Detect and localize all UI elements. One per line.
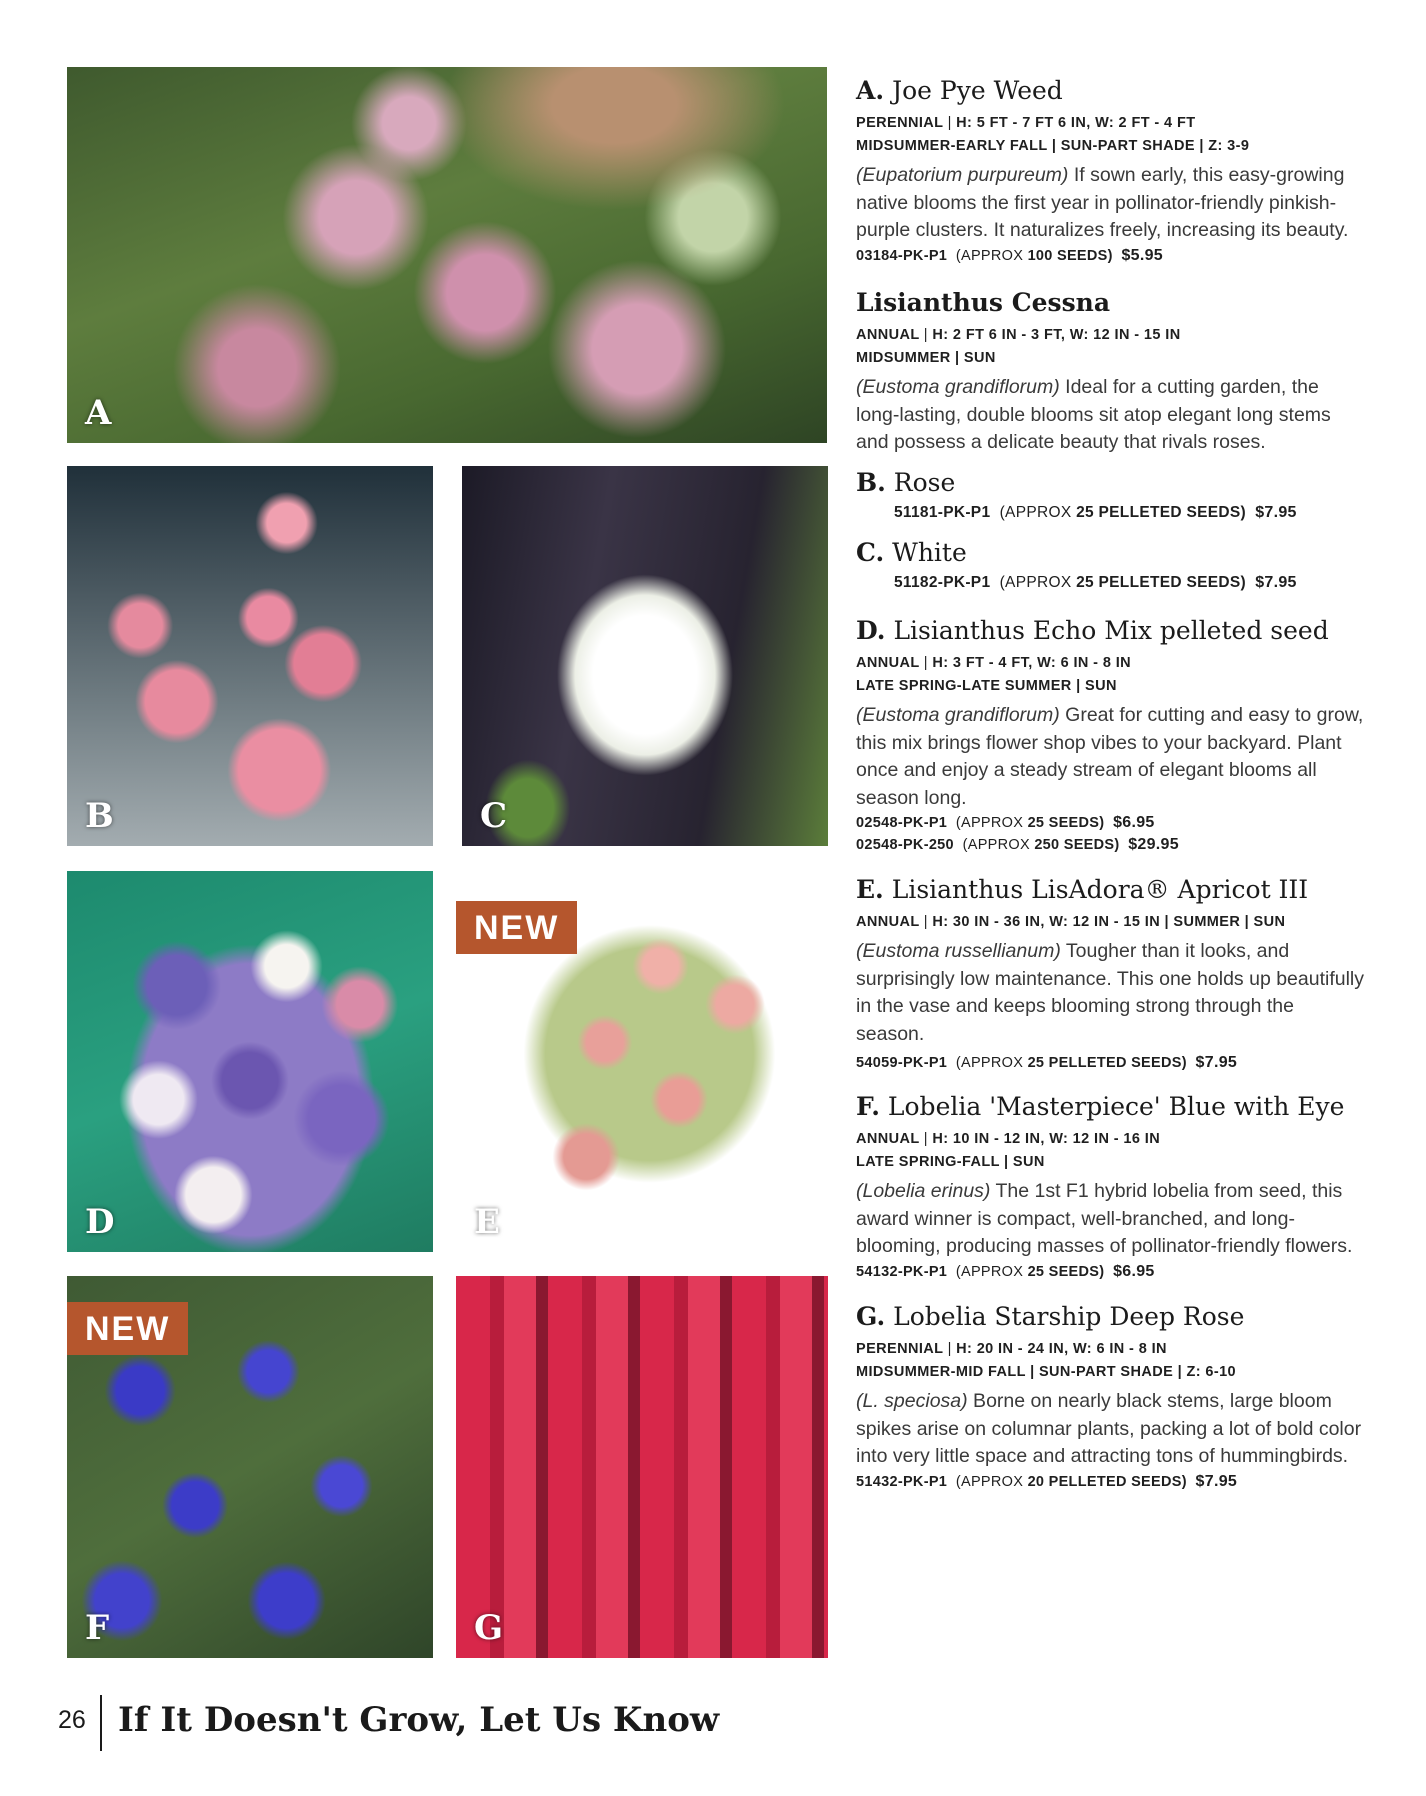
product-title: [856, 616, 1366, 646]
photo-letter: A: [85, 393, 112, 433]
product-description: [856, 702, 1366, 812]
product-lisianthus-echo-mix: [856, 616, 1366, 856]
latin-name: (Eustoma grandiflorum): [856, 704, 1060, 726]
product-description: [856, 938, 1366, 1048]
order-line: [856, 1052, 1366, 1074]
order-line: [856, 812, 1366, 834]
product-letter: E.: [856, 875, 884, 904]
description-text: Great for cutting and easy to grow, this mix brings flower shop vibes to your backyard. Plant once and enjoy a steady stream of elegant blooms all season long.: [856, 704, 1364, 809]
product-specs: ANNUAL | H: 30 IN - 36 IN, W: 12 IN - 15 IN | SUMMER | SUN: [856, 914, 1286, 930]
product-type: ANNUAL: [856, 1131, 920, 1147]
variant-title: [856, 468, 1366, 498]
sku: 51182-PK-P1: [894, 574, 991, 591]
product-type: ANNUAL: [856, 914, 920, 930]
order-line: [856, 834, 1366, 856]
latin-name: (L. speciosa): [856, 1390, 968, 1412]
latin-name: (Eustoma grandiflorum): [856, 376, 1060, 398]
product-description: [856, 1178, 1366, 1261]
sku: 51432-PK-P1: [856, 1473, 948, 1490]
footer-tagline: If It Doesn't Grow, Let Us Know: [118, 1700, 720, 1740]
product-type: PERENNIAL: [856, 1341, 944, 1357]
order-line: [856, 1261, 1366, 1283]
product-name: Lisianthus Cessna: [856, 288, 1111, 317]
product-letter: A.: [856, 76, 885, 105]
product-spec-line: H: 20 IN - 24 IN, W: 6 IN - 8 IN: [956, 1341, 1167, 1357]
seed-quantity: 25 SEEDS): [1027, 815, 1105, 831]
price: $5.95: [1121, 246, 1163, 264]
sku: 54132-PK-P1: [856, 1263, 948, 1280]
product-description: [856, 1388, 1366, 1471]
seed-quantity: 25 PELLETED SEEDS): [1027, 1055, 1187, 1071]
sku: 02548-PK-250: [856, 837, 954, 853]
product-joe-pye-weed: [856, 76, 1366, 267]
product-lobelia-starship: [856, 1302, 1366, 1493]
product-name: Joe Pye Weed: [892, 76, 1063, 105]
sku: 51181-PK-P1: [894, 504, 991, 521]
description-text: The 1st F1 hybrid lobelia from seed, this award winner is compact, well-branched, and long-blooming, producing masses of pollinator-friendly flowers.: [856, 1180, 1353, 1257]
approx-label: (APPROX: [955, 1263, 1024, 1280]
product-lisianthus-cessna: [856, 288, 1366, 457]
photo-joe-pye-weed: [67, 67, 827, 443]
seed-quantity: 25 PELLETED SEEDS): [1076, 574, 1246, 591]
product-title: [856, 1302, 1366, 1332]
variant-name: White: [892, 538, 967, 567]
product-spec-line: MIDSUMMER | SUN: [856, 350, 996, 366]
description-text: If sown early, this easy-growing native blooms the first year in pollinator-friendly pinkish-purple clusters. It naturalizes freely, increasing its beauty.: [856, 164, 1349, 241]
price: $7.95: [1195, 1054, 1238, 1071]
product-letter: C.: [856, 538, 885, 567]
sku: 02548-PK-P1: [856, 815, 948, 831]
product-name: Lisianthus LisAdora® Apricot III: [891, 875, 1309, 904]
photo-letter: C: [480, 796, 508, 836]
latin-name: (Lobelia erinus): [856, 1180, 991, 1202]
approx-label: (APPROX: [955, 1473, 1024, 1490]
photo-lisianthus-lisadora: [456, 871, 828, 1252]
product-type: ANNUAL: [856, 655, 920, 671]
approx-label: (APPROX: [962, 837, 1030, 853]
product-variant-white: [856, 538, 1366, 594]
seed-quantity: 25 PELLETED SEEDS): [1076, 504, 1246, 521]
product-letter: F.: [856, 1092, 880, 1121]
product-spec-line: H: 2 FT 6 IN - 3 FT, W: 12 IN - 15 IN: [932, 327, 1181, 343]
seed-quantity: 20 PELLETED SEEDS): [1027, 1473, 1187, 1490]
product-type: ANNUAL: [856, 327, 920, 343]
product-variant-rose: [856, 468, 1366, 524]
latin-name: (Eupatorium purpureum): [856, 164, 1069, 186]
product-title: [856, 1092, 1366, 1122]
photo-lisianthus-echo-mix: [67, 871, 433, 1252]
product-type: PERENNIAL: [856, 115, 944, 131]
product-spec-line: H: 10 IN - 12 IN, W: 12 IN - 16 IN: [932, 1131, 1161, 1147]
approx-label: (APPROX: [955, 247, 1024, 264]
product-name: Lobelia Starship Deep Rose: [893, 1302, 1245, 1331]
photo-lobelia-starship: [456, 1276, 828, 1658]
product-description: [856, 162, 1366, 245]
order-line: [894, 572, 1366, 594]
product-title: [856, 875, 1366, 905]
photo-lisianthus-rose: [67, 466, 433, 846]
order-line: [894, 502, 1366, 524]
new-badge: NEW: [456, 901, 577, 954]
price: $7.95: [1255, 574, 1297, 591]
seed-quantity: 250 SEEDS): [1034, 837, 1120, 853]
photo-lisianthus-white: [462, 466, 828, 846]
seed-quantity: 25 SEEDS): [1027, 1263, 1105, 1280]
product-description: [856, 374, 1366, 457]
photo-lobelia-masterpiece: [67, 1276, 433, 1658]
seed-quantity: 100 SEEDS): [1027, 247, 1113, 264]
product-spec-line: H: 5 FT - 7 FT 6 IN, W: 2 FT - 4 FT: [956, 115, 1196, 131]
description-text: Borne on nearly black stems, large bloom spikes arise on columnar plants, packing a lot of bold color into very little space and attracting tons of hummingbirds.: [856, 1390, 1362, 1467]
photo-letter: F: [85, 1608, 110, 1648]
price: $7.95: [1195, 1472, 1238, 1490]
product-name: Lisianthus Echo Mix pelleted seed: [893, 616, 1329, 645]
product-letter: G.: [856, 1302, 886, 1331]
product-letter: B.: [856, 468, 886, 497]
latin-name: (Eustoma russellianum): [856, 940, 1061, 962]
photo-letter: G: [474, 1608, 504, 1648]
product-spec-line: LATE SPRING-LATE SUMMER | SUN: [856, 678, 1117, 694]
product-spec-line: MIDSUMMER-EARLY FALL | SUN-PART SHADE | Z: 3-9: [856, 138, 1250, 154]
product-spec-line: H: 3 FT - 4 FT, W: 6 IN - 8 IN: [932, 655, 1132, 671]
approx-label: (APPROX: [999, 574, 1072, 591]
new-badge: NEW: [67, 1302, 188, 1355]
product-title: [856, 76, 1366, 106]
product-spec-line: LATE SPRING-FALL | SUN: [856, 1154, 1045, 1170]
page-number: 26: [58, 1706, 86, 1734]
description-text: Tougher than it looks, and surprisingly low maintenance. This one holds up beautifully in the vase and keeps blooming strong through the season.: [856, 940, 1365, 1045]
footer-divider: [100, 1695, 102, 1751]
product-name: Lobelia 'Masterpiece' Blue with Eye: [887, 1092, 1345, 1121]
approx-label: (APPROX: [955, 1055, 1024, 1071]
product-specs: PERENNIAL | H: 20 IN - 24 IN, W: 6 IN - 8 IN MIDSUMMER-MID FALL | SUN-PART SHADE | Z: 6-10: [856, 1338, 1366, 1384]
price: $6.95: [1113, 814, 1155, 831]
sku: 54059-PK-P1: [856, 1055, 948, 1071]
photo-letter: E: [474, 1202, 500, 1242]
approx-label: (APPROX: [955, 815, 1024, 831]
price: $6.95: [1113, 1262, 1155, 1280]
product-spec-line: H: 30 IN - 36 IN, W: 12 IN - 15 IN | SUMMER | SUN: [932, 914, 1286, 930]
price: $7.95: [1255, 504, 1297, 521]
product-specs: ANNUAL | H: 10 IN - 12 IN, W: 12 IN - 16 IN LATE SPRING-FALL | SUN: [856, 1128, 1366, 1174]
variant-name: Rose: [893, 468, 956, 497]
product-letter: D.: [856, 616, 886, 645]
sku: 03184-PK-P1: [856, 247, 948, 264]
product-spec-line: MIDSUMMER-MID FALL | SUN-PART SHADE | Z: 6-10: [856, 1364, 1237, 1380]
order-line: [856, 1471, 1366, 1493]
photo-letter: D: [85, 1202, 115, 1242]
approx-label: (APPROX: [999, 504, 1072, 521]
product-lobelia-masterpiece: [856, 1092, 1366, 1283]
order-line: [856, 245, 1366, 267]
product-specs: ANNUAL | H: 2 FT 6 IN - 3 FT, W: 12 IN - 15 IN MIDSUMMER | SUN: [856, 324, 1366, 370]
description-text: Ideal for a cutting garden, the long-lasting, double blooms sit atop elegant long stems and possess a delicate beauty that rivals roses.: [856, 376, 1331, 453]
product-specs: PERENNIAL | H: 5 FT - 7 FT 6 IN, W: 2 FT - 4 FT MIDSUMMER-EARLY FALL | SUN-PART SHADE | Z: 3-9: [856, 112, 1366, 158]
variant-title: [856, 538, 1366, 568]
product-lisianthus-lisadora: [856, 875, 1366, 1074]
product-specs: ANNUAL | H: 3 FT - 4 FT, W: 6 IN - 8 IN LATE SPRING-LATE SUMMER | SUN: [856, 652, 1366, 698]
photo-letter: B: [85, 796, 114, 836]
price: $29.95: [1128, 836, 1179, 853]
